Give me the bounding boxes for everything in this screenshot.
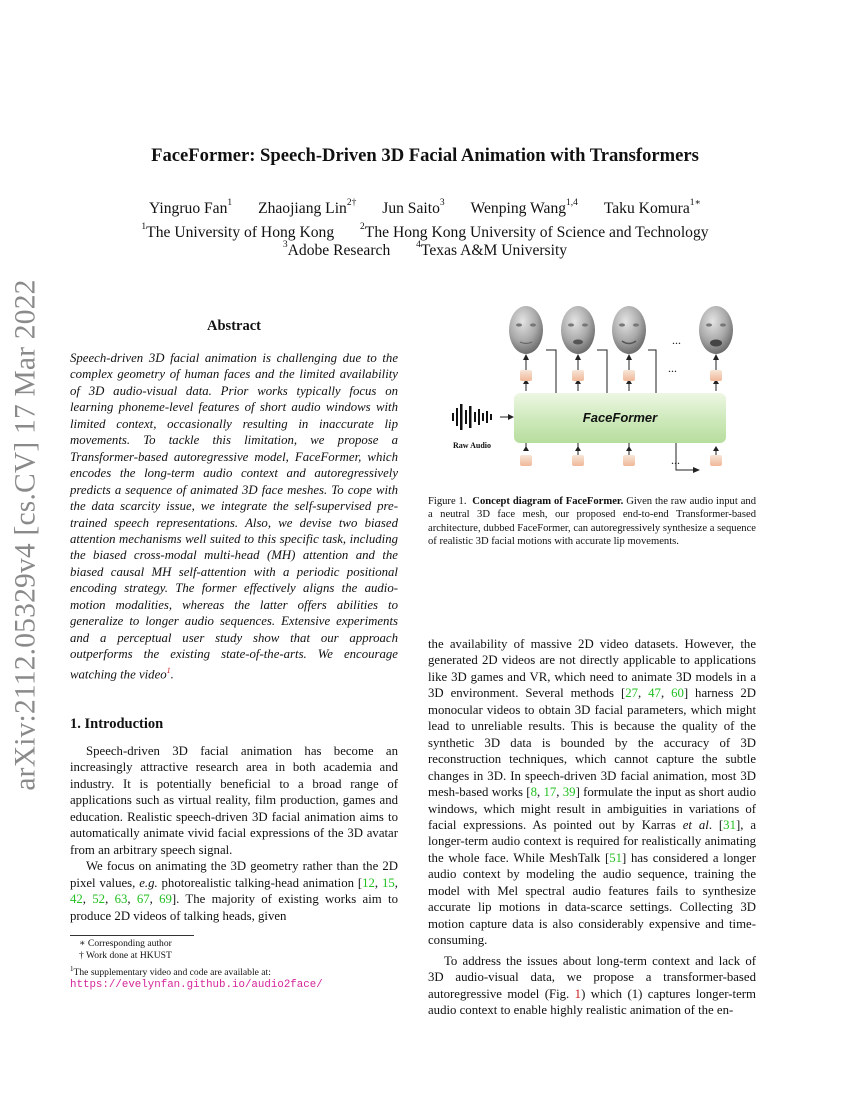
author: Taku Komura$^{1∗}$ [603, 198, 701, 217]
affiliation: $^4$Texas A&M University [416, 240, 568, 259]
citation-link[interactable]: 51 [609, 850, 623, 865]
ellipsis-top: ... [672, 333, 681, 347]
ellipsis-bottom: ... [671, 453, 680, 467]
author: Zhaojiang Lin$^{2\dagger}$ [258, 198, 357, 217]
raw-audio-label: Raw Audio [452, 441, 492, 450]
face-mesh-icon [561, 306, 595, 354]
citation-link[interactable]: 52 [92, 892, 106, 907]
footnotes [70, 938, 400, 992]
abstract-text: Speech-driven 3D facial animation is challenging due to the complex geometry of human faces and the limited availability of 3D audio-visual data. Prior works typically focus on learning phoneme-level features of short audio windows with limited context, occasionally resulting in inaccurate lip movements. To tackle this limitation, we propose a Transformer-based autoregressive model, FaceFormer, which encodes the long-term audio context and autoregressively predicts a sequence of animated 3D face meshes. To cope with the data scarcity issue, we integrate the self-supervised pre-trained speech representations. Also, we devise two biased attention mechanisms well suited to this specific task, including the biased cross-modal multi-head (MH) attention and the biased causal MH self-attention with a periodic positional encoding strategy. The former effectively aligns the audio-motion modalities, whereas the latter offers abilities to generalize to longer audio sequences. Extensive experiments and a perceptual user study show that our approach outperforms the existing state-of-the-arts. We encourage watching the video$^1$. [70, 351, 398, 681]
face-mesh-outputs [509, 306, 733, 354]
supplementary-url-link[interactable]: https://evelynfan.github.io/audio2face/ [70, 979, 323, 992]
affiliation: $^1$The University of Hong Kong [141, 222, 335, 241]
token-bars-top [520, 370, 722, 381]
figure-link[interactable]: 1 [574, 986, 582, 1001]
citation-link[interactable]: 27 [625, 686, 639, 701]
face-mesh-icon [509, 306, 543, 354]
citation-link[interactable]: 12 [362, 875, 375, 890]
citation-link[interactable]: 39 [562, 785, 576, 800]
waveform-icon [452, 404, 492, 430]
faceformer-label: FaceFormer [582, 410, 658, 425]
citation-link[interactable]: 63 [114, 892, 128, 907]
author: Yingruo Fan$^1$ [149, 198, 233, 217]
figure-caption: Figure 1. Concept diagram of FaceFormer. Given the raw audio input and a neutral 3D face mesh, our proposed end-to-end Transformer-based architecture, dubbed FaceFormer, can autoregressively synthesize a sequence of realistic 3D facial motions with accurate lip movements. [428, 496, 756, 547]
affiliation-line-2 [0, 242, 850, 260]
paragraph: Speech-driven 3D facial animation has become an increasingly attractive research area in both academia and industry. It is potentially beneficial to a broad range of applications such as virtual reality, film production, games and education. Realistic speech-driven 3D facial animation aims to automatically animate vivid facial expressions of the 3D avatar from an arbitrary speech signal. [70, 744, 398, 857]
introduction-heading: 1. Introduction [70, 716, 164, 732]
citation-link[interactable]: 60 [671, 686, 684, 701]
introduction-body [70, 743, 398, 924]
paragraph: We focus on animating the 3D geometry rather than the 2D pixel values, e.g. photorealistic talking-head animation [12, 15, 42, 52, 63, 67, 69]. The majority of existing works aim to produce 2D videos of talking heads, given [70, 859, 398, 923]
citation-link[interactable]: 47 [648, 686, 661, 701]
author: Wenping Wang$^{1,4}$ [470, 198, 578, 217]
citation-link[interactable]: 17 [543, 785, 557, 800]
affiliation: $^2$The Hong Kong University of Science and Technology [360, 222, 709, 241]
token-bars-bottom [520, 455, 722, 466]
author: Jun Saito$^3$ [382, 198, 445, 217]
paragraph: the availability of massive 2D video datasets. However, the generated 2D videos are not directly applicable to applications like 3D games and VR, which need to animate 3D models in a 3D environment. Several methods [27, 47, 60] harness 2D monocular videos to obtain 3D facial parameters, which might lead to unreliable results. This is because the quality of the synthetic 3D data is bounded by the accuracy of 3D reconstruction techniques, which cannot capture the subtle changes in 3D. In speech-driven 3D facial animation, most 3D mesh-based works [8, 17, 39] formulate the input as short audio windows, which might result in ambiguities in variations of facial expressions. As pointed out by Karras et al. [31], a longer-term audio context is required for realistically animating the whole face. While MeshTalk [51] has considered a longer audio context by modeling the audio sequence, training the model with Mel spectral audio features fails to synthesize accurate lip motions in data-scarce settings. Collecting 3D motion capture data is also considerably expensive and time-consuming. [428, 637, 757, 948]
arxiv-identifier: arXiv:2112.05329v4 [cs.CV] 17 Mar 2022 [9, 279, 42, 791]
author-list [0, 200, 850, 218]
figure-concept-diagram [428, 300, 756, 480]
affiliation: $^3$Adobe Research [282, 240, 391, 259]
footnote-corresponding: ∗ Corresponding author [79, 938, 172, 949]
ellipsis-mid: ... [668, 361, 677, 375]
paragraph: To address the issues about long-term context and lack of 3D audio-visual data, we propose a transformer-based autoregressive model (Fig. 1) which (1) captures longer-term audio context to enable highly realistic animation of the en- [428, 953, 756, 1017]
citation-link[interactable]: 42 [70, 892, 83, 907]
footnote-link[interactable]: 1 [166, 665, 171, 675]
face-mesh-icon [699, 306, 733, 354]
citation-link[interactable]: 8 [530, 785, 537, 800]
citation-link[interactable]: 67 [136, 892, 150, 907]
paper-title: FaceFormer: Speech-Driven 3D Facial Animation with Transformers [151, 145, 699, 166]
audio-arrowhead [508, 414, 514, 420]
face-mesh-icon [612, 306, 646, 354]
affiliation-line-1 [0, 224, 850, 242]
abstract-heading: Abstract [207, 318, 261, 334]
citation-link[interactable]: 31 [723, 817, 736, 832]
right-column-body [428, 636, 756, 1018]
citation-link[interactable]: 69 [159, 892, 172, 907]
citation-link[interactable]: 15 [381, 875, 395, 890]
footnote-divider [70, 935, 194, 936]
footnote-work-done: † Work done at HKUST [79, 950, 172, 962]
footnote-supplementary: $^1$The supplementary video and code are available at: https://evelynfan.github.io/audio2face/ [70, 964, 323, 992]
